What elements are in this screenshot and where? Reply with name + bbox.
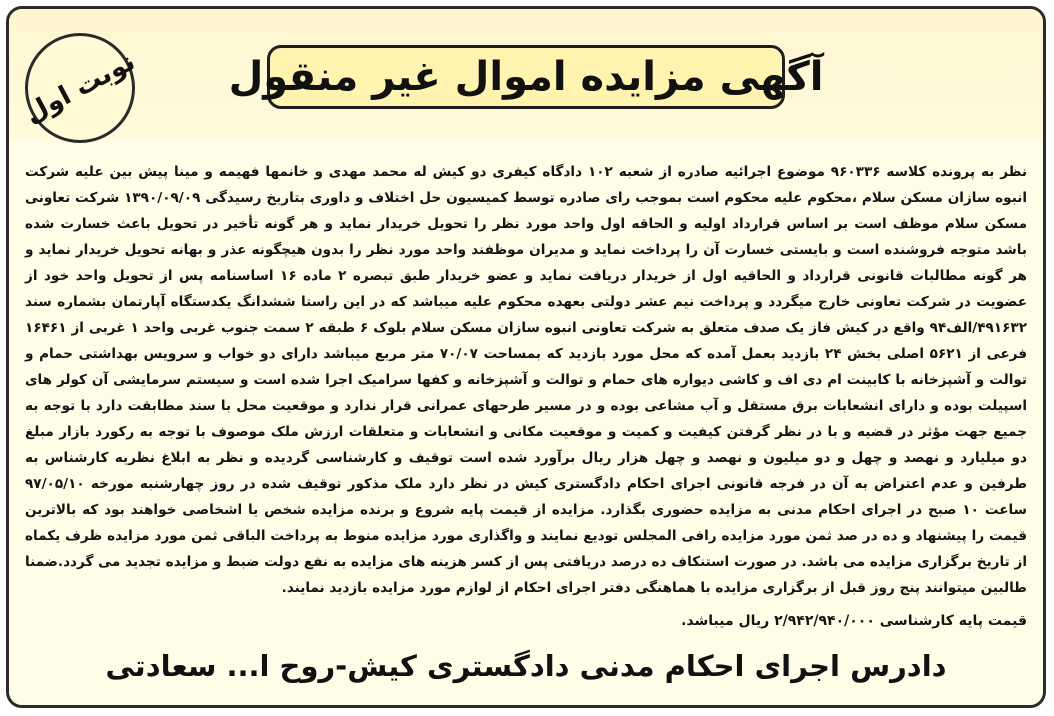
base-price-line: قیمت پایه کارشناسی ۲/۹۴۲/۹۴۰/۰۰۰ ریال میباشد. xyxy=(681,613,1027,629)
page-title: آگهی مزایده اموال غیر منقول xyxy=(228,54,824,100)
signature-footer: دادرس اجرای احکام مدنی دادگستری کیش-روح ا... سعادتی xyxy=(105,649,947,683)
notice-frame xyxy=(6,6,1046,708)
badge-label: نوبت اول xyxy=(19,46,141,130)
title-box xyxy=(228,45,824,109)
notice-body: نظر به پرونده کلاسه ۹۶۰۳۳۶ موضوع اجرائیه صادره از شعبه ۱۰۲ دادگاه کیفری دو کیش له محمد مهدی و خانمها فهیمه و مینا پیش بین علیه شرکت انبوه سازان مسکن سلام ،محکوم علیه محکوم است بموجب رای صادره توسط کمیسیون حل اختلاف و داوری بتاریخ رسیدگی ۱۳۹۰/۰۹/۰۹ شرکت تعاونی مسکن سلام موظف است بر اساس قرارداد اولیه و الحاقه اول واحد مورد نظر را تحویل خریدار نماید و هر گونه تأخیر در تحویل باعث خسارت شده باشد متوجه فروشنده است و بایستی خسارت آن را پرداخت نماید و مدیران موظفند واحد مورد نظر را بدون هیچگونه عذر و بهانه تحویل خریدار نماید و هر گونه مطالبات قانونی قرارداد و الحاقیه اول از خریدار دریافت نماید و عضو خریدار طبق تبصره ۲ ماده ۱۶ اساسنامه پس از تحویل واحد خود از عضویت در شرکت تعاونی خارج میگردد و پرداخت نیم عشر دولتی بعهده محکوم علیه میباشد که در این راستا ششدانگ یکدستگاه آپارتمان بشماره سند ۴۹۱۶۳۲/الف۹۴ واقع در کیش فاز یک صدف متعلق به شرکت تعاونی انبوه سازان مسکن سلام بلوک ۶ طبقه ۲ سمت جنوب غربی واحد ۱ غربی از ۱۶۴۶۱ فرعی از ۵۶۲۱ اصلی بخش ۲۴ بازدید بعمل آمده که محل مورد بازدید که بمساحت ۷۰/۰۷ متر مربع میباشد دارای دو خواب و سرویس بهداشتی حمام و توالت و آشپزخانه با کابینت ام دی اف و کاشی دیواره های حمام و توالت و آشپزخانه و کفها سرامیک اجرا شده است و سیستم سرمایشی آن کولر های اسپیلت بوده و دارای انشعابات برق مستقل و آب مشاعی بوده و در مسیر طرحهای عمرانی قرار ندارد و موقعیت محل با سند مطابقت دارد با توجه به جمیع جهت مؤثر در قضیه و با در نظر گرفتن کیفیت و کمیت و موقعیت مکانی و انشعابات و متعلقات ارزش ملک موصوف با توجه به رکورد بازار مبلغ دو میلیارد و نهصد و چهل و دو میلیون و نهصد و چهل هزار ریال برآورد شده است توقیف و کارشناسی گردیده و نظر به ابلاغ نظریه کارشناس به طرفین و عدم اعتراض به آن در فرجه قانونی اجرای احکام دادگستری کیش در نظر دارد ملک مذکور توقیف شده در روز چهارشنبه مورخه ۹۷/۰۵/۱۰ ساعت ۱۰ صبح در اجرای احکام مدنی به مزایده حضوری بگذارد. مزایده از قیمت پایه شروع و برنده مزایده شخص یا اشخاصی خواهند بود که بالاترین قیمت را پیشنهاد و ده در صد ثمن مورد مزایده رافی المجلس تودیع نمایند و واگذاری مورد مزایده منوط به پرداخت الباقی ثمن مورد مزایده ظرف یکماه از تاریخ برگزاری مزایده می باشد. در صورت استنکاف ده درصد دریافتی پس از کسر هزینه های مزایده به نفع دولت ضبط و مزایده تجدید می گردد.ضمنا طالبین میتوانند پنج روز قبل از برگزاری مزایده با هماهنگی دفتر اجرای احکام از لوازم مورد مزایده بازدید نمایند. xyxy=(25,164,1028,596)
first-publication-badge xyxy=(19,33,141,143)
